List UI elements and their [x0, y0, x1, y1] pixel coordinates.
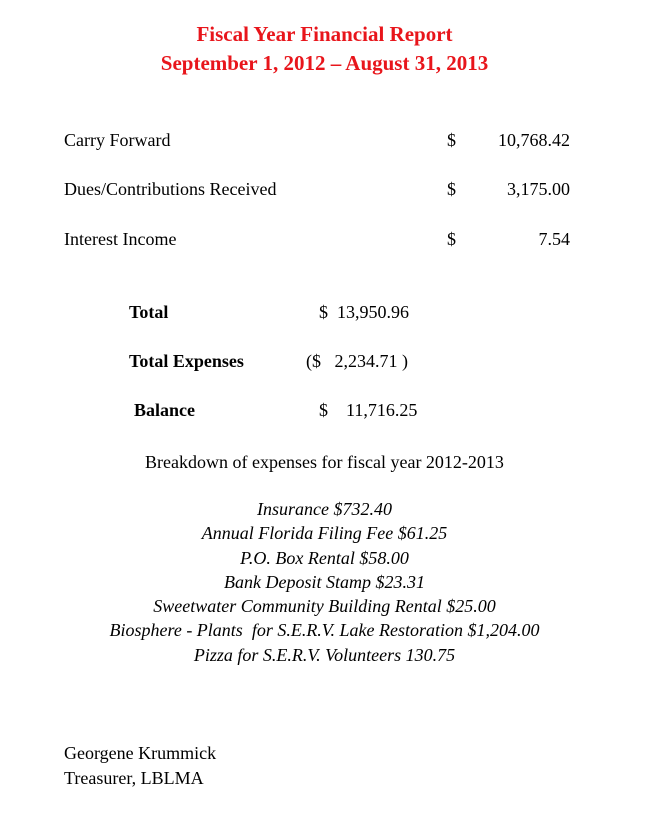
income-amount: 3,175.00: [507, 179, 570, 199]
total-expenses-value: ($ 2,234.71 ): [306, 351, 408, 371]
report-period: September 1, 2012 – August 31, 2013: [160, 51, 489, 75]
income-currency: $: [447, 130, 456, 150]
total-expenses-label: Total Expenses: [129, 351, 244, 371]
income-row-dues: [64, 179, 570, 203]
income-label: Carry Forward: [64, 130, 171, 150]
balance-value: $ 11,716.25: [319, 400, 418, 420]
expense-item: Pizza for S.E.R.V. Volunteers 130.75: [193, 644, 456, 665]
expense-item: Sweetwater Community Building Rental $25.00: [153, 596, 496, 617]
expense-item: Annual Florida Filing Fee $61.25: [201, 523, 448, 544]
expense-list: [0, 497, 649, 667]
expense-item: Insurance $732.40: [257, 499, 392, 519]
income-label: Interest Income: [64, 229, 177, 249]
expense-item: Bank Deposit Stamp $23.31: [224, 571, 425, 592]
expense-item: P.O. Box Rental $58.00: [240, 547, 409, 568]
balance-label: Balance: [134, 400, 195, 420]
income-amount: 10,768.42: [498, 130, 570, 150]
income-currency: $: [447, 229, 456, 249]
signature-name: Georgene Krummick: [64, 743, 217, 763]
income-row-interest: [64, 229, 570, 253]
income-label: Dues/Contributions Received: [64, 179, 277, 199]
expense-item: Biosphere - Plants for S.E.R.V. Lake Restoration $1,204.00: [109, 620, 540, 641]
total-label: Total: [129, 302, 169, 322]
signature-title: Treasurer, LBLMA: [64, 768, 204, 788]
breakdown-heading: Breakdown of expenses for fiscal year 2012-2013: [145, 452, 504, 472]
income-currency: $: [447, 179, 456, 199]
income-amount: 7.54: [538, 229, 570, 249]
total-value: $ 13,950.96: [319, 302, 409, 322]
income-row-carry-forward: [64, 130, 570, 154]
report-title: Fiscal Year Financial Report: [196, 22, 453, 46]
